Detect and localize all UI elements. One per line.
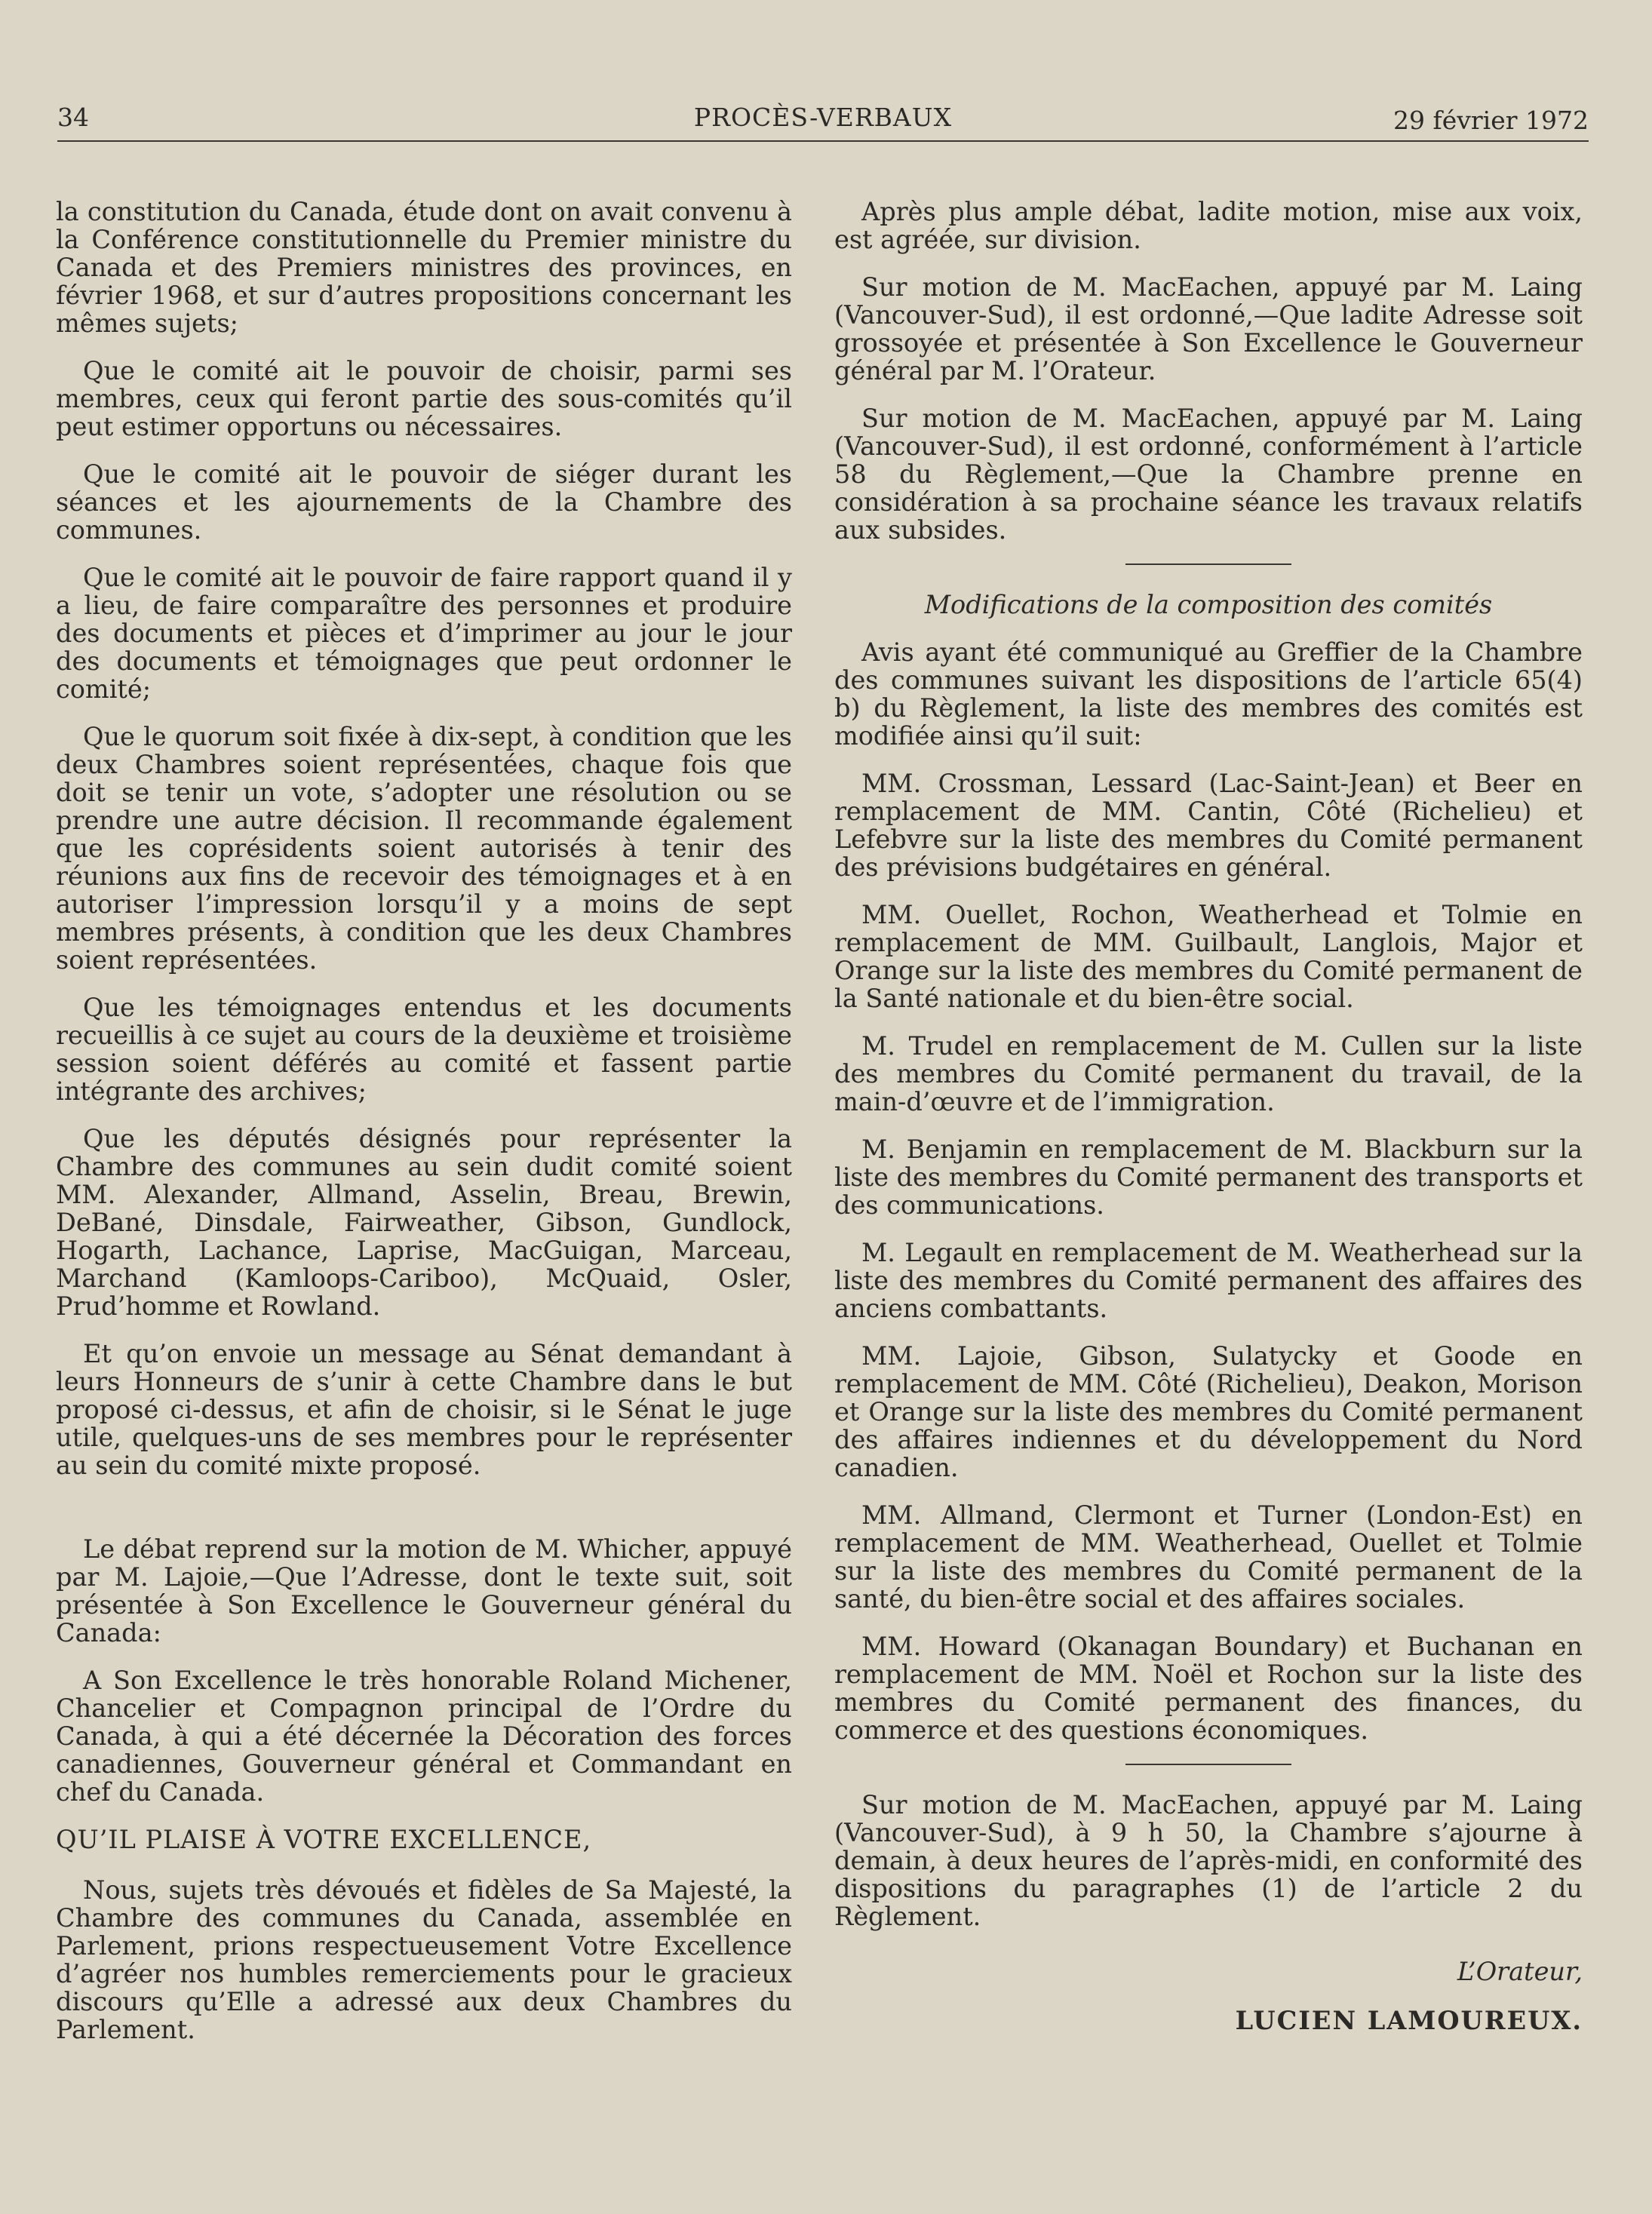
section-heading: Modifications de la composition des comités (924, 590, 1493, 619)
page-number: 34 (57, 103, 89, 132)
paragraph: Nous, sujets très dévoués et fidèles de Sa Majesté, la Chambre des communes du Canada, assemblée en Parlement, prions respectueusement Votre Excellence d’agréer nos humbles remerciements pour le gracieux discours qu’Elle a adressé aux deux Chambres du Parlement. (56, 1875, 792, 2044)
page-header (57, 103, 1589, 142)
paragraph: la constitution du Canada, étude dont on avait convenu à la Conférence constitutionnelle du Premier ministre du Canada et des Premiers ministres des provinces, en février 1968, et sur d’autres propositions concernant les mêmes sujets; (56, 197, 792, 338)
paragraph: Et qu’on envoie un message au Sénat demandant à leurs Honneurs de s’unir à cette Chambre dans le but proposé ci-dessus, et afin de choisir, si le Sénat le juge utile, quelques-uns de ses membres pour le représenter au sein du comité mixte proposé. (56, 1339, 792, 1480)
paragraph: Que le comité ait le pouvoir de faire rapport quand il y a lieu, de faire comparaître des personnes et produire des documents et pièces et d’imprimer au jour le jour des documents et témoignages que peut ordonner le comité; (56, 563, 792, 704)
right-column (834, 198, 1583, 2034)
paragraph: Le débat reprend sur la motion de M. Whicher, appuyé par M. Lajoie,—Que l’Adresse, dont le texte suit, soit présentée à Son Excellence le Gouverneur général du Canada: (56, 1534, 792, 1647)
left-column (56, 198, 792, 2063)
paragraph: Que les députés désignés pour représenter la Chambre des communes au sein dudit comité soient MM. Alexander, Allmand, Asselin, Breau, Brewin, DeBané, Dinsdale, Fairweather, Gibson, Gundlock, Hogarth, Lachance, Laprise, MacGuigan, Marceau, Marchand (Kamloops-Cariboo), McQuaid, Osler, Prud’homme et Rowland. (56, 1124, 792, 1321)
header-date: 29 février 1972 (1393, 106, 1589, 135)
paragraph: Avis ayant été communiqué au Greffier de la Chambre des communes suivant les dispositions de l’article 65(4) b) du Règlement, la liste des membres des comités est modifiée ainsi qu’il suit: (834, 637, 1583, 751)
paragraph: M. Benjamin en remplacement de M. Blackburn sur la liste des membres du Comité permanent des transports et des communications. (834, 1135, 1583, 1220)
address-heading: QU’IL PLAISE À VOTRE EXCELLENCE, (56, 1825, 592, 1854)
running-title: PROCÈS-VERBAUX (693, 103, 953, 132)
paragraph: Sur motion de M. MacEachen, appuyé par M. Laing (Vancouver-Sud), à 9 h 50, la Chambre s’ajourne à demain, à deux heures de l’après-midi, en conformité des dispositions du paragraphes (1) de l’article 2 du Règlement. (834, 1790, 1583, 1931)
paragraph: Que les témoignages entendus et les documents recueillis à ce sujet au cours de la deuxième et troisième session soient déférés au comité et fassent partie intégrante des archives; (56, 993, 792, 1106)
paragraph: MM. Ouellet, Rochon, Weatherhead et Tolmie en remplacement de MM. Guilbault, Langlois, Major et Orange sur la liste des membres du Comité permanent de la Santé nationale et du bien-être social. (834, 900, 1583, 1013)
paragraph: MM. Howard (Okanagan Boundary) et Buchanan en remplacement de MM. Noël et Rochon sur la liste des membres du Comité permanent des finances, du commerce et des questions économiques. (834, 1632, 1583, 1745)
paragraph: Après plus ample débat, ladite motion, mise aux voix, est agréée, sur division. (834, 197, 1583, 254)
paragraph: Que le comité ait le pouvoir de choisir, parmi ses membres, ceux qui feront partie des sous-comités qu’il peut estimer opportuns ou nécessaires. (56, 356, 792, 441)
paragraph: Sur motion de M. MacEachen, appuyé par M. Laing (Vancouver-Sud), il est ordonné, conformément à l’article 58 du Règlement,—Que la Chambre prenne en considération à sa prochaine séance les travaux relatifs aux subsides. (834, 404, 1583, 545)
paragraph: MM. Lajoie, Gibson, Sulatycky et Goode en remplacement de MM. Côté (Richelieu), Deakon, Morison et Orange sur la liste des membres du Comité permanent des affaires indiennes et du développement du Nord canadien. (834, 1341, 1583, 1482)
signature-name: LUCIEN LAMOUREUX. (1235, 2006, 1583, 2035)
paragraph: Sur motion de M. MacEachen, appuyé par M. Laing (Vancouver-Sud), il est ordonné,—Que ladite Adresse soit grossoyée et présentée à Son Excellence le Gouverneur général par M. l’Orateur. (834, 272, 1583, 385)
spacer (56, 1499, 792, 1535)
address-paragraph: A Son Excellence le très honorable Roland Michener, Chancelier et Compagnon principal de l’Ordre du Canada, à qui a été décernée la Décoration des forces canadiennes, Gouverneur général et Commandant en chef du Canada. (56, 1666, 792, 1807)
paragraph: M. Trudel en remplacement de M. Cullen sur la liste des membres du Comité permanent du travail, de la main-d’œuvre et de l’immigration. (834, 1031, 1583, 1116)
paragraph: M. Legault en remplacement de M. Weatherhead sur la liste des membres du Comité permanent des affaires des anciens combattants. (834, 1238, 1583, 1323)
section-divider (1125, 1764, 1291, 1765)
paragraph: Que le comité ait le pouvoir de siéger durant les séances et les ajournements de la Chambre des communes. (56, 459, 792, 545)
section-divider (1125, 563, 1291, 565)
paragraph: MM. Crossman, Lessard (Lac-Saint-Jean) et Beer en remplacement de MM. Cantin, Côté (Richelieu) et Lefebvre sur la liste des membres du Comité permanent des prévisions budgétaires en général. (834, 769, 1583, 882)
signature-title: L’Orateur, (1457, 1957, 1583, 1986)
paragraph: MM. Allmand, Clermont et Turner (London-Est) en remplacement de MM. Weatherhead, Ouellet et Tolmie sur la liste des membres du Comité permanent de la santé, du bien-être social et des affaires sociales. (834, 1500, 1583, 1614)
paragraph: Que le quorum soit fixée à dix-sept, à condition que les deux Chambres soient représentées, chaque fois que doit se tenir un vote, s’adopter une résolution ou se prendre une autre décision. Il recommande également que les coprésidents soient autorisés à tenir des réunions aux fins de recevoir des témoignages et à en autoriser l’impression lorsqu’il y a moins de sept membres présents, à condition que les deux Chambres soient représentées. (56, 722, 792, 975)
